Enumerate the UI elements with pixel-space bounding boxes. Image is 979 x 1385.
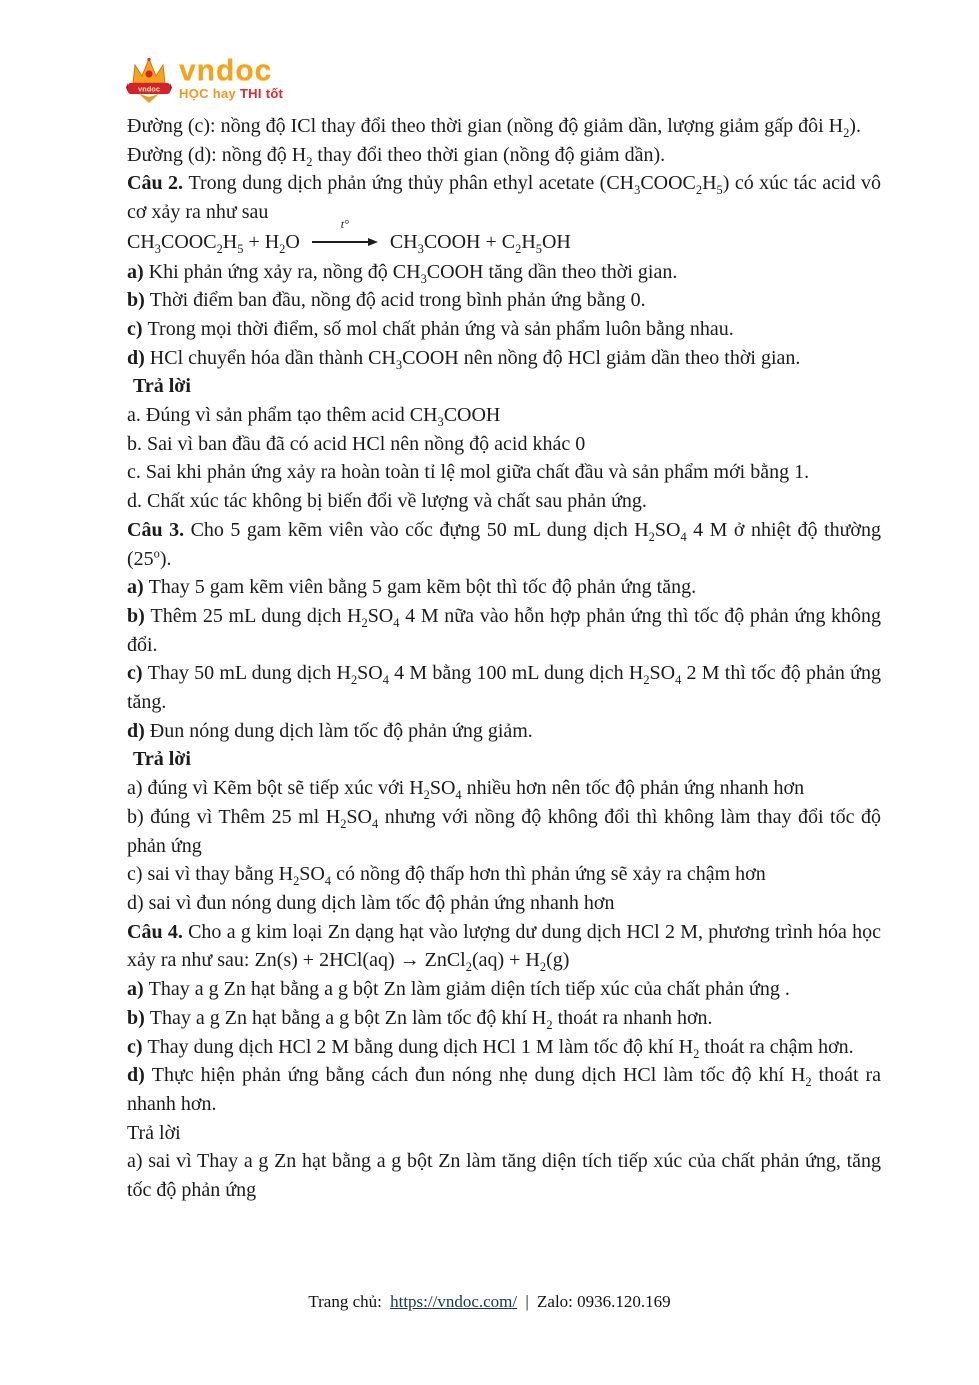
footer-label: Trang chủ: bbox=[308, 1292, 382, 1311]
document-body bbox=[127, 112, 881, 1205]
paragraph-marker: d) bbox=[127, 346, 150, 369]
chemical-equation bbox=[127, 216, 881, 258]
paragraph-marker: a) bbox=[127, 260, 149, 283]
paragraph: Trả lời bbox=[133, 375, 191, 398]
paragraph-marker: d) bbox=[127, 719, 150, 742]
paragraph: d) sai vì đun nóng dung dịch làm tốc độ phản ứng nhanh hơn bbox=[127, 891, 615, 914]
brand-name: vndoc bbox=[179, 54, 273, 87]
paragraph-marker: d) bbox=[127, 1064, 152, 1087]
paragraph-marker: c) bbox=[127, 662, 148, 685]
paragraph: b. Sai vì ban đầu đã có acid HCl nên nồng độ acid khác 0 bbox=[127, 432, 586, 455]
paragraph-c: c) Thay dung dịch HCl 2 M bằng dung dịch HCl 1 M làm tốc độ khí $H_2$ thoát ra chậm hơn. bbox=[127, 1035, 854, 1061]
paragraph: Đường (d): nồng độ $H_2$ thay đổi theo thời gian (nồng độ giảm dần). bbox=[127, 143, 666, 169]
paragraph-cu3: Câu 3. Cho 5 gam kẽm viên vào cốc đựng 50 mL dung dịch $H_2SO_4$ 4 M ở nhiệt độ thường (25$^o$). bbox=[127, 518, 881, 570]
paragraph-marker: c) bbox=[127, 1035, 148, 1058]
paragraph-b: b) Thời điểm ban đầu, nồng độ acid trong bình phản ứng bằng 0. bbox=[127, 289, 646, 312]
paragraph: Đường (c): nồng độ ICl thay đổi theo thời gian (nồng độ giảm dần, lượng giảm gấp đôi $H_2$). bbox=[127, 115, 861, 140]
paragraph-marker: Câu 2. bbox=[127, 172, 189, 195]
paragraph-a: a) Thay 5 gam kẽm viên bằng 5 gam kẽm bột thì tốc độ phản ứng tăng. bbox=[127, 576, 697, 599]
paragraph: Trả lời bbox=[127, 1121, 181, 1144]
paragraph-marker: a) bbox=[127, 576, 149, 599]
paragraph: Trả lời bbox=[133, 748, 191, 771]
ribbon-text: vndoc bbox=[137, 84, 161, 94]
paragraph: b) đúng vì Thêm 25 ml $H_2SO_4$ nhưng với nồng độ không đổi thì không làm thay đổi tốc độ phản ứng bbox=[127, 805, 881, 857]
paragraph-cu2: Câu 2. Trong dung dịch phản ứng thủy phân ethyl acetate $(CH_3COOC_2H_5)$ có xúc tác acid vô cơ xảy ra như sau bbox=[127, 172, 881, 224]
paragraph-marker: Câu 3. bbox=[127, 518, 191, 541]
paragraph-c: c) Trong mọi thời điểm, số mol chất phản ứng và sản phẩm luôn bằng nhau. bbox=[127, 317, 734, 340]
paragraph-c: c) Thay 50 mL dung dịch $H_2SO_4$ 4 M bằng 100 mL dung dịch $H_2SO_4$ 2 M thì tốc độ phản ứng tăng. bbox=[127, 662, 881, 714]
paragraph: a) sai vì Thay a g Zn hạt bằng a g bột Zn làm tăng diện tích tiếp xúc của chất phản ứng, tăng tốc độ phản ứng bbox=[127, 1150, 881, 1202]
paragraph-marker: b) bbox=[127, 289, 150, 312]
page-footer bbox=[0, 1292, 979, 1312]
equation-reactants: $CH_3COOC_2H_5 + H_2O$ bbox=[127, 230, 300, 256]
paragraph: d. Chất xúc tác không bị biến đổi về lượng và chất sau phản ứng. bbox=[127, 490, 647, 513]
tagline-left: HỌC hay bbox=[179, 86, 237, 101]
paragraph-d: d) HCl chuyển hóa dần thành $CH_3COOH$ nên nồng độ HCl giảm dần theo thời gian. bbox=[127, 346, 801, 372]
paragraph-marker: b) bbox=[127, 604, 151, 627]
arrow-condition-label: t° bbox=[340, 216, 349, 231]
paragraph-d: d) Thực hiện phản ứng bằng cách đun nóng nhẹ dung dịch HCl làm tốc độ khí $H_2$ thoát ra nhanh hơn. bbox=[127, 1064, 881, 1115]
paragraph-a: a) Thay a g Zn hạt bằng a g bột Zn làm giảm diện tích tiếp xúc của chất phản ứng . bbox=[127, 978, 790, 1001]
logo-text-block bbox=[179, 56, 283, 102]
paragraph-cu4: Câu 4. Cho a g kim loại Zn dạng hạt vào lượng dư dung dịch HCl 2 M, phương trình hóa học xảy ra như sau: Zn(s) + 2HCl(aq) → ZnCl$_2$(aq) + $H_2(g)$ bbox=[127, 920, 881, 975]
paragraph: a) đúng vì Kẽm bột sẽ tiếp xúc với $H_2SO_4$ nhiều hơn nên tốc độ phản ứng nhanh hơn bbox=[127, 777, 805, 803]
reaction-arrow-icon bbox=[312, 216, 378, 250]
paragraph-marker: c) bbox=[127, 317, 148, 340]
footer-zalo: Zalo: 0936.120.169 bbox=[537, 1292, 671, 1311]
paragraph: c. Sai khi phản ứng xảy ra hoàn toàn tỉ lệ mol giữa chất đầu và sản phẩm mới bằng 1. bbox=[127, 461, 810, 484]
paragraph-marker: b) bbox=[127, 1006, 150, 1029]
paragraph: c) sai vì thay bằng $H_2SO_4$ có nồng độ thấp hơn thì phản ứng sẽ xảy ra chậm hơn bbox=[127, 863, 766, 889]
tagline-right: THI tốt bbox=[239, 86, 284, 101]
homepage-link[interactable]: https://vndoc.com/ bbox=[390, 1292, 518, 1311]
brand-tagline bbox=[179, 86, 283, 102]
paragraph-marker: a) bbox=[127, 978, 149, 1001]
paragraph-b: b) Thêm 25 mL dung dịch $H_2SO_4$ 4 M nữa vào hỗn hợp phản ứng thì tốc độ phản ứng không đổi. bbox=[127, 604, 882, 656]
paragraph-a: a) Khi phản ứng xảy ra, nồng độ $CH_3COOH$ tăng dần theo thời gian. bbox=[127, 260, 678, 286]
vndoc-castle-icon bbox=[126, 56, 172, 106]
paragraph-marker: Câu 4. bbox=[127, 920, 189, 943]
vndoc-logo bbox=[126, 56, 283, 106]
equation-products: $CH_3COOH + C_2H_5OH$ bbox=[389, 230, 571, 256]
paragraph-d: d) Đun nóng dung dịch làm tốc độ phản ứng giảm. bbox=[127, 719, 533, 742]
paragraph: a. Đúng vì sản phẩm tạo thêm acid $CH_3COOH$ bbox=[127, 404, 501, 430]
footer-separator: | bbox=[525, 1292, 529, 1311]
paragraph-b: b) Thay a g Zn hạt bằng a g bột Zn làm tốc độ khí $H_2$ thoát ra nhanh hơn. bbox=[127, 1006, 713, 1032]
